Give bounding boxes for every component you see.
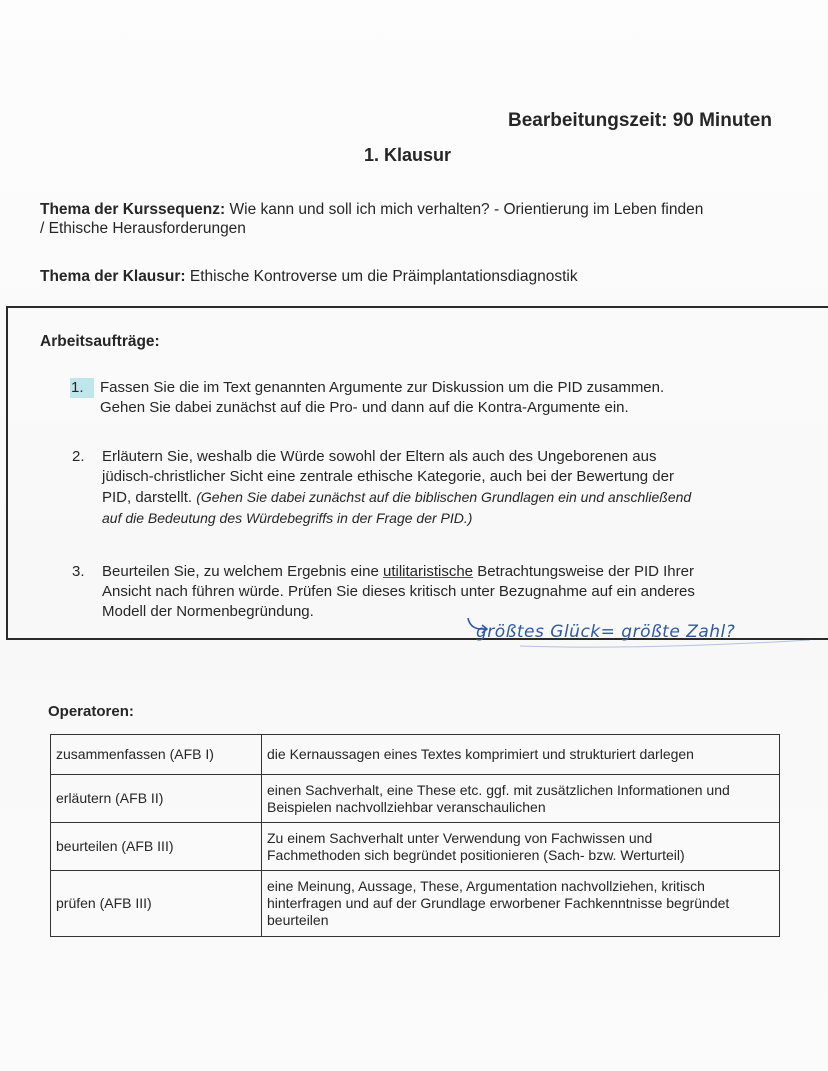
operator-cell: beurteilen (AFB III) (51, 823, 262, 871)
task-1-line-1: Fassen Sie die im Text genannten Argumente zur Diskussion um die PID zusammen. (100, 379, 665, 396)
description-cell (262, 735, 780, 775)
description-line: Fachmethoden sich begründet positionieren (Sach- bzw. Werturteil) (267, 846, 685, 863)
operator-cell: prüfen (AFB III) (51, 871, 262, 937)
operators-table (50, 734, 780, 937)
task-3-line-1a: Beurteilen Sie, zu welchem Ergebnis eine (102, 563, 383, 580)
description-cell (262, 871, 780, 937)
table-row (51, 775, 780, 823)
table-row (51, 823, 780, 871)
task-3-underlined-word: utilitaristische (383, 563, 474, 580)
task-2-number: 2. (72, 448, 85, 465)
time-limit: Bearbeitungszeit: 90 Minuten (508, 110, 772, 131)
exam-topic-label: Thema der Klausur: (40, 268, 186, 285)
tasks-heading: Arbeitsaufträge: (40, 333, 160, 350)
description-line: Beispielen nachvollziehbar veranschaulichen (267, 798, 546, 815)
task-2-note-1: (Gehen Sie dabei zunächst auf die biblischen Grundlagen ein und anschließend (196, 489, 692, 505)
task-2-line-2: jüdisch-christlicher Sicht eine zentrale ethische Kategorie, auch bei der Bewertung der (102, 468, 674, 485)
description-cell (262, 823, 780, 871)
description-line: hinterfragen und auf der Grundlage erworbener Fachkenntnisse begründet (267, 895, 730, 911)
description-line: einen Sachverhalt, eine These etc. ggf. mit zusätzlichen Informationen und (267, 781, 730, 798)
description-line: beurteilen (267, 912, 329, 928)
task-1-number: 1. (70, 378, 94, 398)
exam-topic-text: Ethische Kontroverse um die Präimplantationsdiagnostik (185, 268, 578, 285)
description-line: die Kernaussagen eines Textes komprimiert und strukturiert darlegen (267, 746, 694, 762)
operator-cell: erläutern (AFB II) (51, 775, 262, 823)
table-row (51, 735, 780, 775)
course-topic-label: Thema der Kurssequenz: (40, 201, 226, 218)
description-cell (262, 775, 780, 823)
task-2-line-1: Erläutern Sie, weshalb die Würde sowohl der Eltern als auch des Ungeborenen aus (102, 448, 657, 465)
description-line: Zu einem Sachverhalt unter Verwendung von Fachwissen und (267, 829, 653, 846)
course-topic-text-2: / Ethische Herausforderungen (40, 220, 246, 237)
task-3-number: 3. (72, 563, 85, 580)
operators-heading: Operatoren: (48, 703, 134, 720)
task-1-line-2: Gehen Sie dabei zunächst auf die Pro- und dann auf die Kontra-Argumente ein. (100, 399, 629, 416)
task-2-line-3: PID, darstellt. (102, 489, 197, 506)
operator-cell: zusammenfassen (AFB I) (51, 735, 262, 775)
task-3-line-2: Ansicht nach führen würde. Prüfen Sie dieses kritisch unter Bezugnahme auf ein anderes (102, 583, 695, 600)
exam-title: 1. Klausur (364, 145, 452, 165)
table-row (51, 871, 780, 937)
task-3-line-3: Modell der Normenbegründung. (102, 603, 314, 620)
task-2-note-2: auf die Bedeutung des Würdebegriffs in der Frage der PID.) (102, 510, 473, 526)
task-3-line-1b: Betrachtungsweise der PID Ihrer (473, 563, 694, 580)
description-line: eine Meinung, Aussage, These, Argumentation nachvollziehen, kritisch (267, 878, 705, 894)
handwritten-note: größtes Glück= größte Zahl? (476, 622, 736, 642)
course-topic-text-1: Wie kann und soll ich mich verhalten? - Orientierung im Leben finden (225, 201, 704, 218)
